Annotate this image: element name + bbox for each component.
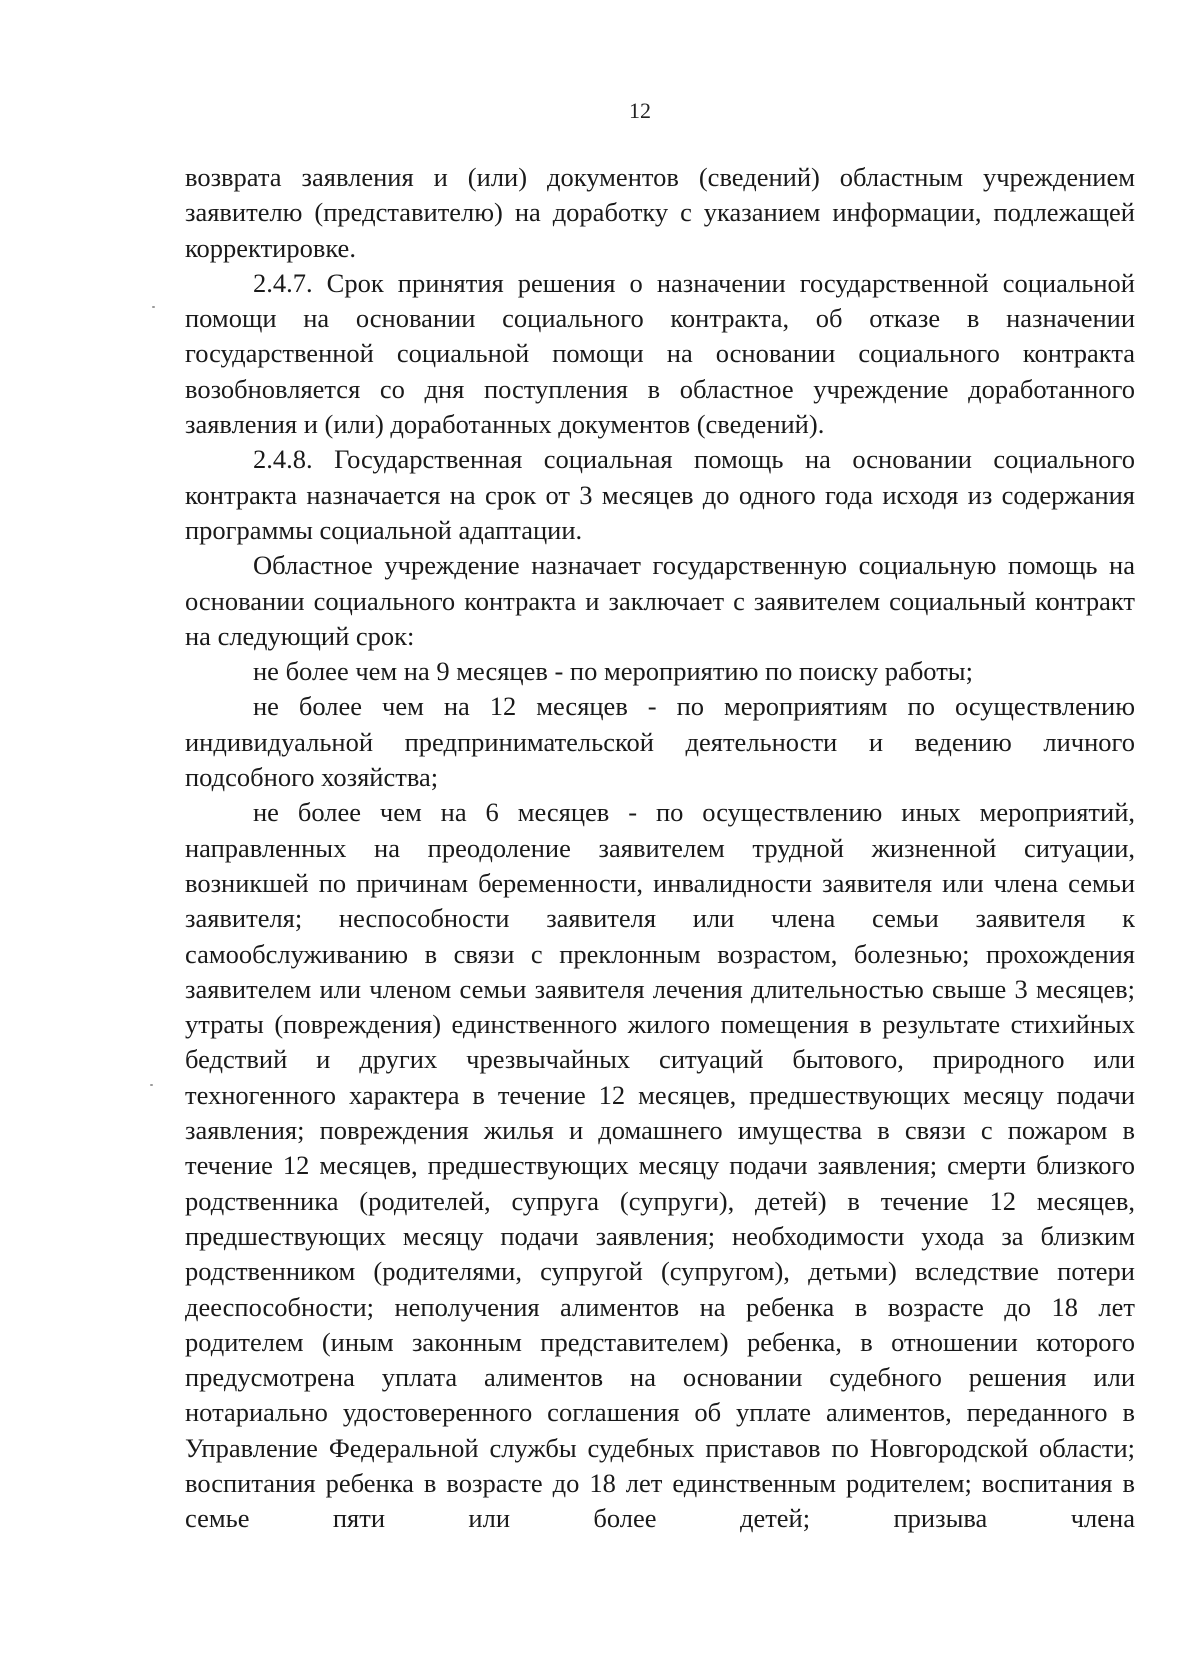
list-item-12-months: не более чем на 12 месяцев - по мероприятиям по осуществлению индивидуальной предпринимательской деятельности и ведению личного подсобного хозяйства; xyxy=(185,691,1135,793)
list-item-9-months: не более чем на 9 месяцев - по мероприятию по поиску работы; xyxy=(253,656,973,687)
paragraph-2-4-8: 2.4.8. Государственная социальная помощь на основании социального контракта назначается на срок от 3 месяцев до одного года исходя из содержания программы социальной адаптации. xyxy=(185,444,1135,545)
document-body xyxy=(185,160,1135,1537)
list-item-6-months: не более чем на 6 месяцев - по осуществлению иных мероприятий, направленных на преодоление заявителем трудной жизненной ситуации, возникшей по причинам беременности, инвалидности заявителя или члена семьи заявителя; неспособности заявителя или члена семьи заявителя к самообслуживанию в связи с преклонным возрастом, болезнью; прохождения заявителем или членом семьи заявителя лечения длительностью свыше 3 месяцев; утраты (повреждения) единственного жилого помещения в результате стихийных бедствий и других чрезвычайных ситуаций бытового, природного или техногенного характера в течение 12 месяцев, предшествующих месяцу подачи заявления; повреждения жилья и домашнего имущества в связи с пожаром в течение 12 месяцев, предшествующих месяцу подачи заявления; смерти близкого родственника (родителей, супруга (супруги), детей) в течение 12 месяцев, предшествующих месяцу подачи заявления; необходимости ухода за близким родственником (родителями, супругой (супругом), детьми) вследствие потери дееспособности; неполучения алиментов на ребенка в возрасте до 18 лет родителем (иным законным представителем) ребенка, в отношении которого предусмотрена уплата алиментов на основании судебного решения или нотариально удостоверенного соглашения об уплате алиментов, переданного в Управление Федеральной службы судебных приставов по Новгородской области; воспитания ребенка в возрасте до 18 лет единственным родителем; воспитания в семье пяти или более детей; призыва члена xyxy=(185,797,1135,1534)
paragraph-contract-terms-intro: Областное учреждение назначает государственную социальную помощь на основании социального контракта и заключает с заявителем социальный контракт на следующий срок: xyxy=(185,550,1135,651)
paragraph-2-4-7: 2.4.7. Срок принятия решения о назначении государственной социальной помощи на основании социального контракта, об отказе в назначении государственной социальной помощи на основании социального контракта возобновляется со дня поступления в областное учреждение доработанного заявления и (или) доработанных документов (сведений). xyxy=(185,267,1135,440)
paragraph-continuation: возврата заявления и (или) документов (сведений) областным учреждением заявителю (представителю) на доработку с указанием информации, подлежащей корректировке. xyxy=(185,162,1135,263)
page-number: 12 xyxy=(629,98,651,123)
scan-speck xyxy=(150,1084,153,1086)
scan-speck xyxy=(152,306,155,308)
